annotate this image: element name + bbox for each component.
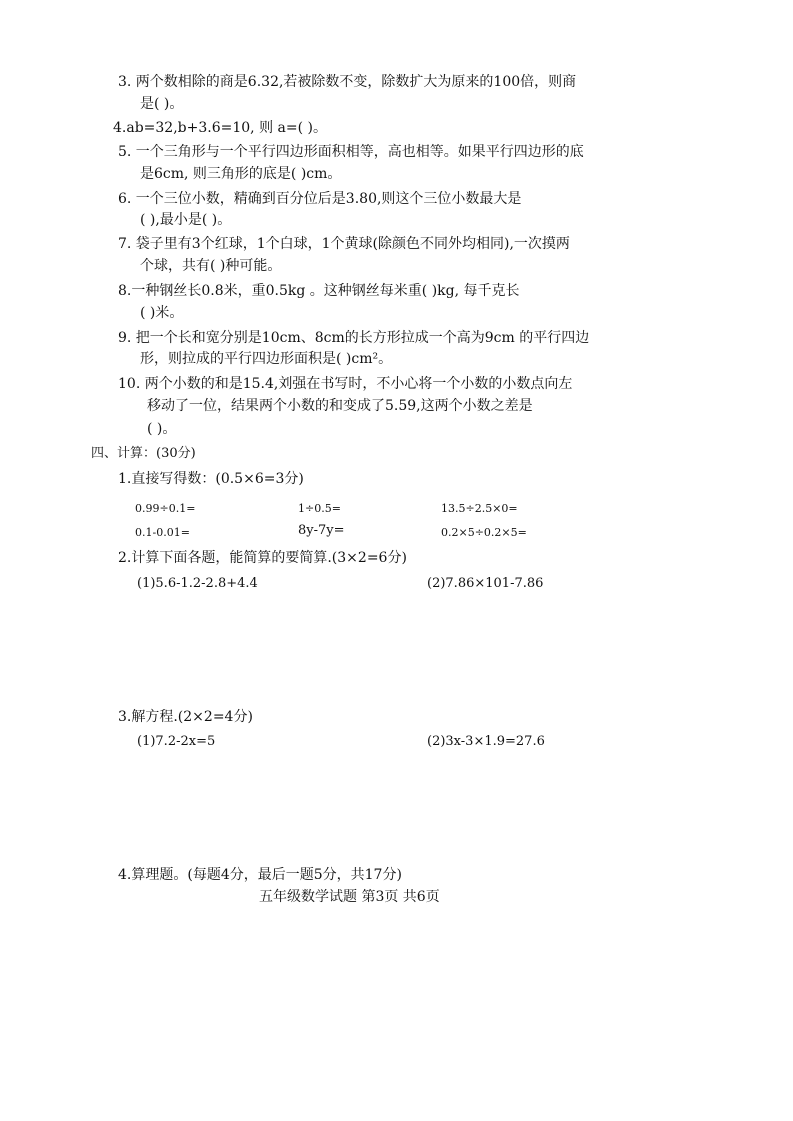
part-3-item: (1)7.2-2x=5 bbox=[137, 734, 216, 749]
question-6-line-1: 6. 一个三位小数，精确到百分位后是3.80,则这个三位小数最大是 bbox=[118, 191, 522, 207]
question-9-line-2: 形，则拉成的平行四边形面积是( )cm²。 bbox=[140, 351, 393, 367]
question-10-line-2: 移动了一位，结果两个小数的和变成了5.59,这两个小数之差是 bbox=[147, 398, 533, 414]
part-4-title: 4.算理题。(每题4分，最后一题5分，共17分) bbox=[118, 867, 402, 883]
part-1-item: 0.99÷0.1= bbox=[135, 502, 196, 515]
part-1-item: 0.2×5÷0.2×5= bbox=[441, 526, 527, 539]
part-2-item: (1)5.6-1.2-2.8+4.4 bbox=[137, 576, 258, 591]
section-title: 四、计算：(30分) bbox=[91, 446, 196, 461]
question-10-line-3: ( )。 bbox=[147, 421, 177, 437]
question-6-line-2: ( ),最小是( )。 bbox=[140, 212, 232, 228]
question-9-line-1: 9. 把一个长和宽分别是10cm、8cm的长方形拉成一个高为9cm 的平行四边 bbox=[118, 330, 590, 346]
part-2-item: (2)7.86×101-7.86 bbox=[427, 576, 544, 591]
question-8-line-2: ( )米。 bbox=[140, 305, 184, 321]
part-1-item: 13.5÷2.5×0= bbox=[441, 502, 518, 515]
question-8-line-1: 8.一种钢丝长0.8米，重0.5kg 。这种钢丝每米重( )kg, 每千克长 bbox=[118, 283, 520, 299]
part-3-item: (2)3x-3×1.9=27.6 bbox=[427, 734, 545, 749]
question-5-line-2: 是6cm, 则三角形的底是( )cm。 bbox=[140, 166, 342, 182]
question-10-line-1: 10. 两个小数的和是15.4,刘强在书写时，不小心将一个小数的小数点向左 bbox=[118, 376, 573, 392]
part-1-item: 8y-7y= bbox=[298, 523, 345, 538]
question-5-line-1: 5. 一个三角形与一个平行四边形面积相等，高也相等。如果平行四边形的底 bbox=[118, 144, 584, 160]
question-3-line-1: 3. 两个数相除的商是6.32,若被除数不变，除数扩大为原来的100倍，则商 bbox=[118, 74, 577, 90]
question-4-line-1: 4.ab=32,b+3.6=10, 则 a=( )。 bbox=[113, 120, 327, 136]
question-7-line-2: 个球，共有( )种可能。 bbox=[140, 258, 282, 274]
part-1-title: 1.直接写得数：(0.5×6=3分) bbox=[118, 471, 304, 487]
part-1-item: 0.1-0.01= bbox=[135, 526, 190, 539]
question-3-line-2: 是( )。 bbox=[140, 96, 184, 112]
page-footer: 五年级数学试题 第3页 共6页 bbox=[259, 889, 440, 905]
part-3-title: 3.解方程.(2×2=4分) bbox=[118, 709, 253, 725]
part-1-item: 1÷0.5= bbox=[298, 502, 341, 515]
part-2-title: 2.计算下面各题，能简算的要简算.(3×2=6分) bbox=[118, 550, 407, 566]
question-7-line-1: 7. 袋子里有3个红球，1个白球，1个黄球(除颜色不同外均相同),一次摸两 bbox=[118, 236, 570, 252]
